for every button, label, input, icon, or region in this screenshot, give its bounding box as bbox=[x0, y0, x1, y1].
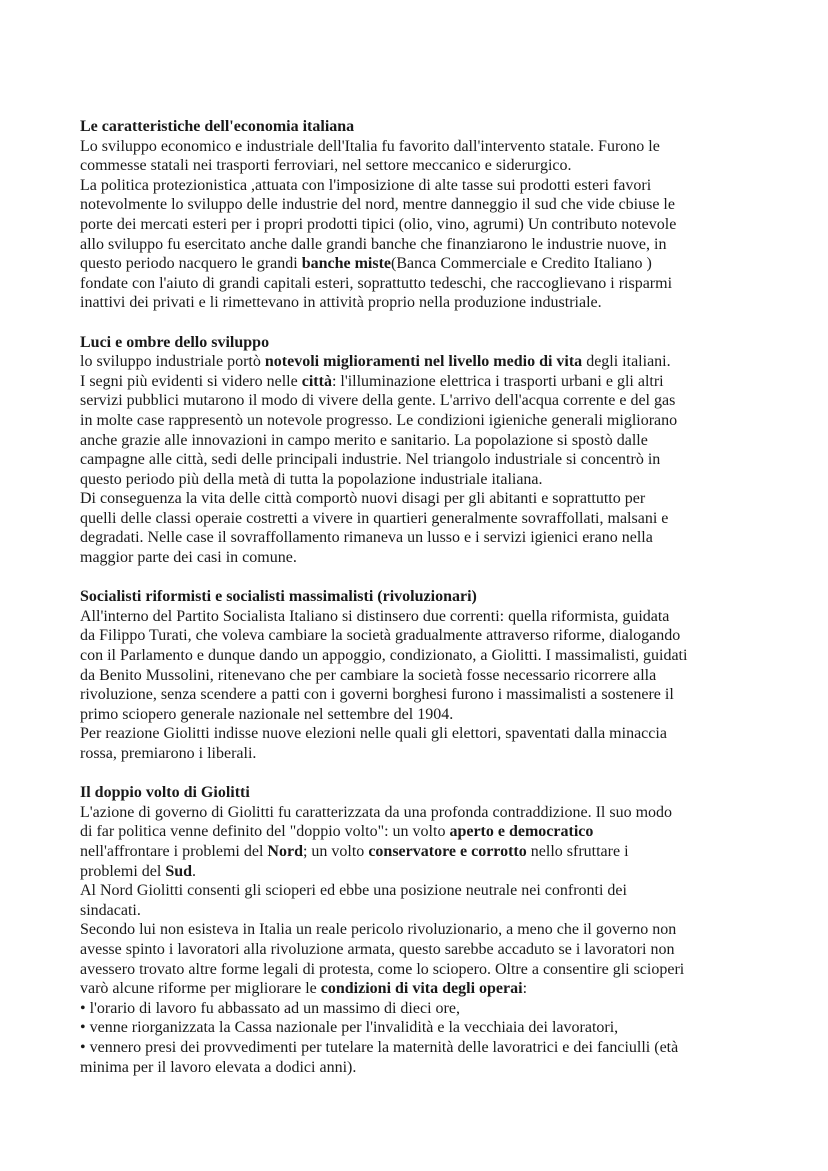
section bbox=[80, 117, 780, 313]
text-line bbox=[80, 803, 780, 823]
text-segment: Per reazione Giolitti indisse nuove elezioni nelle quali gli elettori, spaventati dalla minaccia bbox=[80, 725, 667, 743]
text-segment: lo sviluppo industriale portò bbox=[80, 353, 265, 371]
text-segment: Secondo lui non esisteva in Italia un reale pericolo rivoluzionario, a meno che il governo non bbox=[80, 921, 677, 939]
text-segment: in molte case rappresentò un notevole progresso. Le condizioni igieniche generali migliorano bbox=[80, 411, 678, 429]
text-segment: anche grazie alle innovazioni in campo merito e sanitario. La popolazione si spostò dalle bbox=[80, 431, 648, 449]
text-line bbox=[80, 1058, 780, 1078]
text-line bbox=[80, 195, 780, 215]
text-segment: . bbox=[192, 862, 197, 880]
text-line bbox=[80, 1038, 780, 1058]
section bbox=[80, 333, 780, 568]
text-segment: L'azione di governo di Giolitti fu caratterizzata da una profonda contraddizione. Il suo modo bbox=[80, 803, 673, 821]
text-segment: questo periodo nacquero le grandi bbox=[80, 255, 302, 273]
text-line bbox=[80, 842, 780, 862]
text-line bbox=[80, 431, 780, 451]
text-segment: varò alcune riforme per migliorare le bbox=[80, 980, 321, 998]
bold-text: notevoli miglioramenti nel livello medio di vita bbox=[264, 353, 583, 371]
text-segment: inattivi dei privati e li rimettevano in attività proprio nella produzione industriale. bbox=[80, 294, 602, 312]
text-segment: avesse spinto i lavoratori alla rivoluzione armata, questo sarebbe accaduto se i lavoratori non bbox=[80, 940, 675, 958]
text-segment: sindacati. bbox=[80, 901, 141, 919]
section bbox=[80, 783, 780, 1077]
text-line bbox=[80, 744, 780, 764]
text-segment: commesse statali nei trasporti ferroviari, nel settore meccanico e siderurgico. bbox=[80, 157, 572, 175]
text-segment: (Banca Commerciale e Credito Italiano ) bbox=[391, 255, 652, 273]
text-segment: campagne alle città, sedi delle principali industrie. Nel triangolo industriale si concentrò in bbox=[80, 451, 661, 469]
text-segment: da Benito Mussolini, ritenevano che per cambiare la società fosse necessario ricorrere alla bbox=[80, 666, 657, 684]
text-segment: Di conseguenza la vita delle città comportò nuovi disagi per gli abitanti e soprattutto per bbox=[80, 490, 646, 508]
text-segment: degradati. Nelle case il sovraffollamento rimaneva un lusso e i servizi igienici erano nella bbox=[80, 529, 653, 547]
text-line bbox=[80, 156, 780, 176]
text-segment: Al Nord Giolitti consenti gli scioperi ed ebbe una posizione neutrale nei confronti dei bbox=[80, 882, 627, 900]
bold-text: aperto e democratico bbox=[449, 823, 594, 841]
text-segment: nell'affrontare i problemi del bbox=[80, 842, 268, 860]
bold-text: Nord bbox=[267, 842, 303, 860]
text-segment: problemi del bbox=[80, 862, 166, 880]
text-segment: • vennero presi dei provvedimenti per tutelare la maternità delle lavoratrici e dei fanciulli (età bbox=[80, 1038, 679, 1056]
text-line bbox=[80, 391, 780, 411]
bold-text: banche miste bbox=[301, 255, 392, 273]
text-segment: ; un volto bbox=[302, 842, 369, 860]
text-segment: avessero trovato altre forme legali di protesta, come lo sciopero. Oltre a consentire gli scioperi bbox=[80, 960, 685, 978]
text-segment: minima per il lavoro elevata a dodici anni). bbox=[80, 1058, 357, 1076]
text-line bbox=[80, 509, 780, 529]
text-segment: di far politica venne definito del "doppio volto": un volto bbox=[80, 823, 450, 841]
document-page bbox=[80, 117, 780, 1097]
text-line bbox=[80, 940, 780, 960]
section-heading: Socialisti riformisti e socialisti massimalisti (rivoluzionari) bbox=[80, 588, 477, 606]
text-segment: La politica protezionistica ,attuata con l'imposizione di alte tasse sui prodotti esteri favori bbox=[80, 176, 652, 194]
text-segment: • venne riorganizzata la Cassa nazionale per l'invalidità e la vecchiaia dei lavoratori, bbox=[80, 1019, 619, 1037]
text-line bbox=[80, 862, 780, 882]
text-segment: All'interno del Partito Socialista Italiano si distinsero due correnti: quella riformista, guidata bbox=[80, 607, 670, 625]
text-line bbox=[80, 235, 780, 255]
text-segment: da Filippo Turati, che voleva cambiare la società gradualmente attraverso riforme, dialogando bbox=[80, 627, 681, 645]
section-heading: Luci e ombre dello sviluppo bbox=[80, 333, 270, 351]
text-segment: quelli delle classi operaie costretti a vivere in quartieri generalmente sovraffollati, malsani e bbox=[80, 509, 669, 527]
text-segment: allo sviluppo fu esercitato anche dalle grandi banche che finanziarono le industrie nuove, in bbox=[80, 235, 667, 253]
text-line bbox=[80, 685, 780, 705]
text-line bbox=[80, 901, 780, 921]
text-segment: degli italiani. bbox=[582, 353, 671, 371]
text-segment: : bbox=[522, 980, 528, 998]
text-line bbox=[80, 489, 780, 509]
text-segment: I segni più evidenti si videro nelle bbox=[80, 372, 302, 390]
text-segment: con il Parlamento e dunque dando un appoggio, condizionato, a Giolitti. I massimalisti, guidati bbox=[80, 647, 688, 665]
text-line bbox=[80, 1018, 780, 1038]
text-segment: • l'orario di lavoro fu abbassato ad un massimo di dieci ore, bbox=[80, 999, 460, 1017]
text-line bbox=[80, 881, 780, 901]
text-line bbox=[80, 822, 780, 842]
bold-text: condizioni di vita degli operai bbox=[320, 980, 523, 998]
text-segment: porte dei mercati esteri per i propri prodotti tipici (olio, vino, agrumi) Un contributo notevole bbox=[80, 215, 677, 233]
section-heading: Le caratteristiche dell'economia italiana bbox=[80, 118, 355, 135]
bold-text: Sud bbox=[165, 862, 193, 880]
text-line bbox=[80, 724, 780, 744]
text-segment: rossa, premiarono i liberali. bbox=[80, 745, 257, 762]
text-line bbox=[80, 548, 780, 568]
text-line bbox=[80, 137, 780, 157]
text-line bbox=[80, 920, 780, 940]
text-line bbox=[80, 293, 780, 313]
text-line bbox=[80, 979, 780, 999]
text-segment: primo sciopero generale nazionale nel settembre del 1904. bbox=[80, 705, 454, 723]
text-segment: nello sfruttare i bbox=[526, 842, 629, 860]
text-line bbox=[80, 607, 780, 627]
text-line bbox=[80, 254, 780, 274]
text-segment: notevolmente lo sviluppo delle industrie del nord, mentre danneggio il sud che vide cbiuse le bbox=[80, 196, 675, 214]
text-line bbox=[80, 666, 780, 686]
text-segment: questo periodo più della metà di tutta la popolazione industriale italiana. bbox=[80, 470, 543, 488]
text-line bbox=[80, 450, 780, 470]
text-segment: servizi pubblici mutarono il modo di vivere della gente. L'arrivo dell'acqua corrente e del gas bbox=[80, 392, 676, 410]
text-line bbox=[80, 176, 780, 196]
text-line bbox=[80, 646, 780, 666]
text-segment: rivoluzione, senza scendere a patti con i governi borghesi furono i massimalisti a sostenere il bbox=[80, 686, 674, 704]
text-line bbox=[80, 215, 780, 235]
text-segment: maggior parte dei casi in comune. bbox=[80, 549, 297, 567]
bold-text: città bbox=[301, 372, 332, 390]
text-line bbox=[80, 960, 780, 980]
text-line bbox=[80, 626, 780, 646]
text-line bbox=[80, 352, 780, 372]
section-heading: Il doppio volto di Giolitti bbox=[80, 784, 250, 802]
text-line bbox=[80, 411, 780, 431]
text-line bbox=[80, 528, 780, 548]
text-segment: : l'illuminazione elettrica i trasporti urbani e gli altri bbox=[331, 372, 664, 390]
text-line bbox=[80, 470, 780, 490]
text-segment: fondate con l'aiuto di grandi capitali esteri, soprattutto tedeschi, che raccoglievano i risparmi bbox=[80, 274, 673, 292]
text-segment: Lo sviluppo economico e industriale dell'Italia fu favorito dall'intervento statale. Furono le bbox=[80, 137, 660, 155]
text-line bbox=[80, 999, 780, 1019]
bold-text: conservatore e corrotto bbox=[368, 842, 527, 860]
text-line bbox=[80, 372, 780, 392]
text-line bbox=[80, 705, 780, 725]
text-line bbox=[80, 274, 780, 294]
section bbox=[80, 587, 780, 763]
